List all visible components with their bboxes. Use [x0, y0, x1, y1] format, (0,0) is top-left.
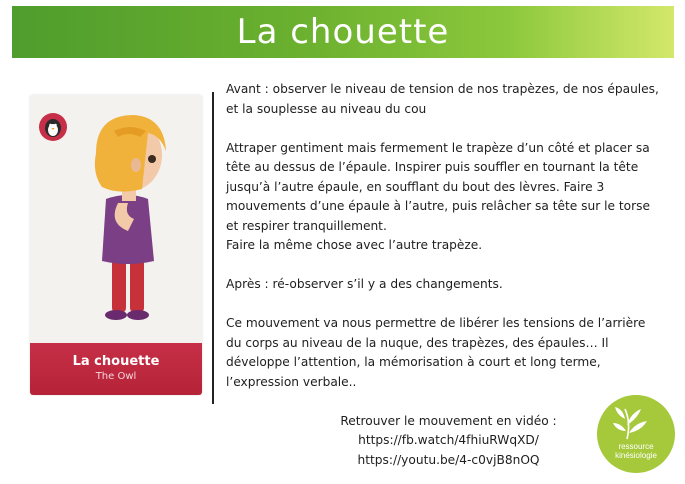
page-title: La chouette — [236, 12, 450, 52]
girl-illustration — [30, 95, 202, 343]
title-banner — [12, 6, 674, 58]
youtube-video-link[interactable]: https://youtu.be/4-c0vjB8nOQ — [357, 452, 540, 467]
benefits-paragraph: Ce mouvement va nous permettre de libérer les tensions de l’arrière du corps au niveau de la nuque, des trapèzes, des épaules… Il développe l’attention, la mémorisation à court et long terme, l’expression verbale.. — [226, 316, 646, 389]
ressource-kinesiologie-logo — [597, 395, 675, 473]
video-label: Retrouver le mouvement en vidéo : — [340, 413, 557, 428]
instructions-paragraph: Attraper gentiment mais fermement le trapèze d’un côté et placer sa tête au dessus de l’épaule. Inspirer puis souffler en tournant la tête jusqu’à l’autre épaule, en soufflant du bout des lèvres. Faire 3 mouvements d’une épaule à l’autre, puis relâcher sa tête sur le torse et respirer tranquillement. Faire la même chose avec l’autre trapèze. — [226, 140, 650, 252]
before-paragraph: Avant : observer le niveau de tension de nos trapèzes, de nos épaules, et la souplesse au niveau du cou — [226, 82, 659, 116]
logo-text: ressource kinésiologie — [615, 442, 657, 460]
penguin-icon — [39, 113, 67, 141]
leaf-icon — [597, 395, 675, 473]
facebook-video-link[interactable]: https://fb.watch/4fhiuRWqXD/ — [358, 433, 539, 447]
card-title: La chouette — [72, 354, 160, 369]
card-subtitle: The Owl — [95, 371, 137, 382]
vertical-divider — [212, 92, 214, 404]
exercise-card — [30, 95, 202, 395]
card-footer — [30, 343, 202, 395]
after-paragraph: Après : ré-observer s’il y a des changements. — [226, 277, 503, 291]
